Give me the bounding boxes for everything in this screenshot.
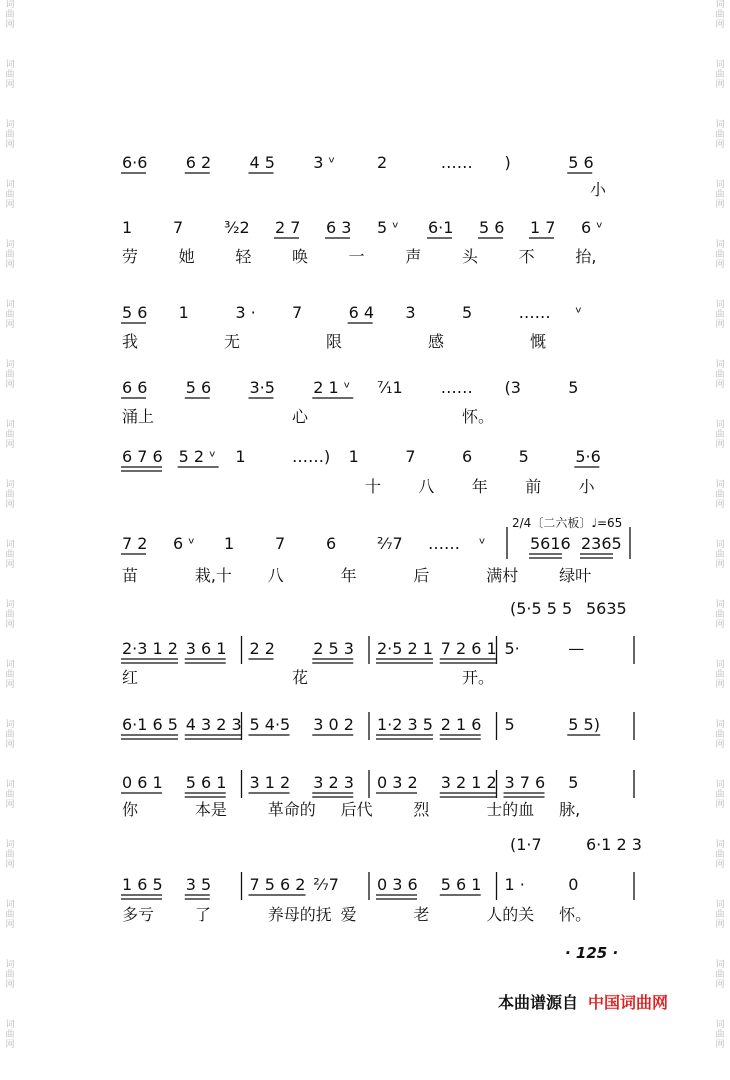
lyric-text: 年 <box>471 477 488 496</box>
note-group: 7 <box>292 303 303 322</box>
watermark-text: 词 曲 网 <box>5 420 15 450</box>
lyric-text: 满村 <box>486 566 519 585</box>
lyric-text: 她 <box>178 247 195 266</box>
note-group: 1 <box>348 447 359 466</box>
note-group: 5 <box>568 773 579 792</box>
watermark-text: 词 曲 网 <box>715 180 725 210</box>
note-group: 6 4 <box>348 303 375 322</box>
lyric-text: 抬, <box>575 247 597 266</box>
watermark-text: 词 曲 网 <box>5 600 15 630</box>
note-group: 0 6 1 <box>122 773 163 792</box>
note-group: 5 6 1 <box>440 875 482 894</box>
note-group: ⁷⁄₁1 <box>377 378 403 397</box>
note-group: 5 4·5 <box>249 715 291 734</box>
watermark-text: 词 曲 网 <box>715 420 725 450</box>
watermark-text: 词 曲 网 <box>5 240 15 270</box>
note-group: ³⁄₂2 <box>224 218 250 237</box>
note-group: 2 2 <box>249 639 275 658</box>
watermark-text: 词 曲 网 <box>5 1020 15 1050</box>
lyric-text: 怀。 <box>559 905 592 924</box>
note-group: 2 7 <box>275 218 301 237</box>
note-group: 3 2 1 2 <box>440 773 497 792</box>
lyric-text: 一 <box>348 247 365 266</box>
note-group: 1 <box>122 218 133 237</box>
lyric-text: 头 <box>462 247 479 266</box>
watermark-text: 词 曲 网 <box>715 0 725 30</box>
note-group: 5 <box>462 303 473 322</box>
prelude-notes: 6·1 2 3 <box>586 835 642 854</box>
note-group: 5 <box>504 715 515 734</box>
lyric-text: 开。 <box>462 668 495 687</box>
note-group: 3 ᵛ <box>313 153 336 172</box>
note-group: 5 6 <box>568 153 594 172</box>
watermark-text: 词 曲 网 <box>715 480 725 510</box>
lyric-text: 无 <box>224 332 241 351</box>
lyric-text: 前 <box>525 477 542 496</box>
note-group: …… <box>518 303 551 322</box>
lyric-text: 不 <box>518 247 535 266</box>
note-group: 0 3 6 <box>377 875 418 894</box>
watermark-text: 词 曲 网 <box>715 600 725 630</box>
note-group: 6 ᵛ <box>581 218 603 237</box>
note-group: 7 <box>173 218 184 237</box>
prelude-notes: (1·7 <box>510 835 542 854</box>
lyric-text: 十 <box>365 477 382 496</box>
lyric-text: 人的关 <box>486 905 535 924</box>
note-group: 6 7 6 <box>122 447 163 466</box>
lyric-text: 小 <box>578 477 595 496</box>
note-group: ᵛ <box>479 534 486 553</box>
lyric-text: 涌上 <box>122 407 155 426</box>
note-group: 3 0 2 <box>313 715 354 734</box>
note-group: ……) <box>292 447 331 466</box>
note-group: …… <box>440 153 473 172</box>
note-group: 1 7 <box>530 218 556 237</box>
note-group: 6 3 <box>326 218 352 237</box>
page-number: · 125 · <box>565 944 619 962</box>
tempo-marking: 2/4〔二六板〕♩=65 <box>512 516 623 530</box>
watermark-text: 词 曲 网 <box>715 300 725 330</box>
watermark-text: 词 曲 网 <box>715 720 725 750</box>
note-group: 6 2 <box>185 153 212 172</box>
note-group: 5 2 ᵛ <box>178 447 216 466</box>
note-group: 2 <box>377 153 388 172</box>
note-group: 6 <box>462 447 473 466</box>
note-group: 0 <box>568 875 579 894</box>
lyric-text: 八 <box>418 477 435 496</box>
source-site-link[interactable]: 中国词曲网 <box>588 993 669 1012</box>
lyric-text: 士的血 <box>486 800 535 819</box>
watermark-text: 词 曲 网 <box>5 0 15 30</box>
note-group: 3 7 6 <box>504 773 546 792</box>
lyric-text: 爱 <box>340 905 357 924</box>
lyric-text: 后代 <box>340 800 373 819</box>
lyric-text: 轻 <box>235 247 252 266</box>
lyric-text: 限 <box>326 332 343 351</box>
lyric-text: 声 <box>405 247 422 266</box>
note-group: ²⁄₇7 <box>313 875 339 894</box>
note-group: 5 6 <box>479 218 505 237</box>
watermark-text: 词 曲 网 <box>715 1020 725 1050</box>
note-group: 7 2 <box>122 534 148 553</box>
note-group: 3 · <box>235 303 256 322</box>
watermark-text: 词 曲 网 <box>5 180 15 210</box>
source-credit <box>498 990 668 1013</box>
note-group: 1·2 3 5 <box>377 715 433 734</box>
note-group: 3·5 <box>249 378 275 397</box>
note-group: 6·1 <box>428 218 454 237</box>
lyric-text: 劳 <box>122 247 139 266</box>
watermark-text: 词 曲 网 <box>715 120 725 150</box>
note-group: 5 6 1 <box>185 773 227 792</box>
note-group: 5 ᵛ <box>377 218 399 237</box>
note-group: 4 5 <box>249 153 275 172</box>
lyric-text: 八 <box>267 566 284 585</box>
watermark-text: 词 曲 网 <box>715 540 725 570</box>
note-group: (3 <box>504 378 521 397</box>
note-group: 2·3 1 2 <box>122 639 178 658</box>
watermark-text: 词 曲 网 <box>715 660 725 690</box>
watermark-text: 词 曲 网 <box>715 960 725 990</box>
watermark-text: 词 曲 网 <box>5 300 15 330</box>
note-group: 7 5 6 2 <box>249 875 306 894</box>
note-group: 5·6 <box>575 447 601 466</box>
watermark-text: 词 曲 网 <box>5 540 15 570</box>
lyric-text: 本是 <box>194 800 227 819</box>
lyric-text: 栽,十 <box>194 566 232 585</box>
lyric-text: 怀。 <box>462 407 495 426</box>
watermark-text: 词 曲 网 <box>5 720 15 750</box>
watermark-text: 词 曲 网 <box>715 240 725 270</box>
note-group: 5· <box>504 639 520 658</box>
note-group: 5 6 <box>122 303 148 322</box>
lyric-text: 老 <box>413 905 430 924</box>
note-group: …… <box>440 378 473 397</box>
note-group: 2 1 6 <box>440 715 482 734</box>
note-group: 4 3 2 3 <box>185 715 242 734</box>
lyric-text: 唤 <box>292 247 309 266</box>
note-group: 2365 <box>581 534 622 553</box>
lyric-text: 烈 <box>413 800 430 819</box>
note-group: 7 <box>405 447 416 466</box>
watermark-text: 词 曲 网 <box>715 60 725 90</box>
watermark-text: 词 曲 网 <box>5 960 15 990</box>
note-group: — <box>568 639 585 658</box>
lyric-text: 红 <box>122 668 139 687</box>
watermark-text: 词 曲 网 <box>5 360 15 390</box>
note-group: 3 <box>405 303 416 322</box>
note-group: 6·1 6 5 <box>122 715 178 734</box>
note-group: 3 5 <box>185 875 212 894</box>
lyric-text: 你 <box>122 800 139 819</box>
note-group: 3 2 3 <box>313 773 354 792</box>
watermark-text: 词 曲 网 <box>715 780 725 810</box>
note-group: 2 5 3 <box>313 639 354 658</box>
watermark-text: 词 曲 网 <box>715 840 725 870</box>
lyric-text: 革命的 <box>267 800 316 819</box>
note-group: 5 6 <box>185 378 212 397</box>
lyric-text: 花 <box>292 668 309 687</box>
note-group: 1 6 5 <box>122 875 163 894</box>
source-prefix: 本曲谱源自 <box>498 993 579 1012</box>
lyric-text: 后 <box>413 566 430 585</box>
prelude-notes: 5635 <box>586 599 627 618</box>
watermark-text: 词 曲 网 <box>5 660 15 690</box>
note-group: ᵛ <box>575 303 583 322</box>
watermark-text: 词 曲 网 <box>5 780 15 810</box>
lyric-text: 养母的抚 <box>267 905 332 924</box>
lyric-text: 了 <box>194 905 211 924</box>
note-group: 6 ᵛ <box>173 534 195 553</box>
note-group: 6 <box>326 534 337 553</box>
note-group: 2 1 ᵛ <box>313 378 351 397</box>
note-group: 6·6 <box>122 153 148 172</box>
note-group: ²⁄₇7 <box>377 534 403 553</box>
lyric-text: 小 <box>590 180 607 199</box>
note-group: 5616 <box>530 534 571 553</box>
lyric-text: 脉, <box>559 800 581 819</box>
note-group: 1 <box>178 303 189 322</box>
lyric-text: 我 <box>122 332 139 351</box>
note-group: 7 2 6 1 <box>440 639 497 658</box>
watermark-text: 词 曲 网 <box>5 480 15 510</box>
prelude-notes: (5·5 5 5 <box>510 599 573 618</box>
lyric-text: 苗 <box>122 566 139 585</box>
lyric-text: 心 <box>292 407 309 426</box>
note-group: 0 3 2 <box>377 773 418 792</box>
watermark-text: 词 曲 网 <box>5 840 15 870</box>
note-group: 7 <box>275 534 286 553</box>
watermark-text: 词 曲 网 <box>5 120 15 150</box>
lyric-text: 年 <box>340 566 357 585</box>
note-group: 1 <box>235 447 246 466</box>
watermark-text: 词 曲 网 <box>715 900 725 930</box>
note-group: 1 <box>224 534 235 553</box>
note-group: ) <box>504 153 511 172</box>
note-group: 3 1 2 <box>249 773 291 792</box>
note-group: 1 · <box>504 875 525 894</box>
lyric-text: 多亏 <box>122 905 155 924</box>
note-group: 5 <box>518 447 529 466</box>
lyric-text: 慨 <box>530 332 547 351</box>
watermark-text: 词 曲 网 <box>5 60 15 90</box>
lyric-text: 感 <box>428 332 445 351</box>
note-group: 6 6 <box>122 378 148 397</box>
watermark-text: 词 曲 网 <box>715 360 725 390</box>
note-group: 5 <box>568 378 579 397</box>
note-group: …… <box>428 534 460 553</box>
note-group: 5 5) <box>568 715 600 734</box>
note-group: 2·5 2 1 <box>377 639 433 658</box>
watermark-text: 词 曲 网 <box>5 900 15 930</box>
note-group: 3 6 1 <box>185 639 227 658</box>
lyric-text: 绿叶 <box>559 566 592 585</box>
